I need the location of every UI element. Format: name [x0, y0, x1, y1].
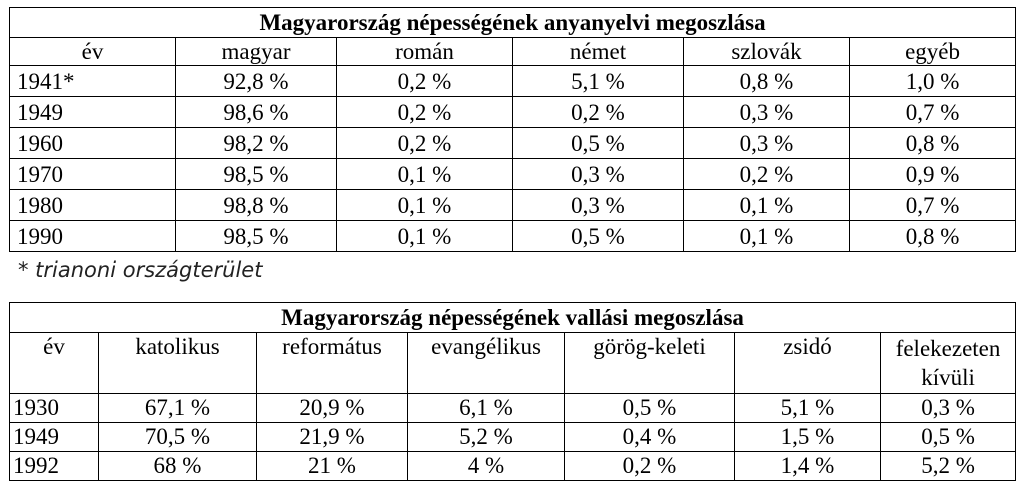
table-row [10, 190, 1016, 221]
table-cell: 0,1 % [337, 190, 513, 221]
table-cell: 0,5 % [513, 128, 684, 159]
table-cell: 0,3 % [684, 97, 850, 128]
table-cell: 0,1 % [337, 159, 513, 190]
table-cell: 0,8 % [850, 221, 1016, 252]
religion-table [9, 302, 1016, 481]
column-header: felekezeten kívüli [881, 333, 1016, 394]
column-header: román [337, 38, 513, 66]
year-cell: 1980 [10, 190, 176, 221]
column-header: görög-keleti [565, 333, 735, 394]
year-cell: 1992 [10, 451, 99, 480]
table-cell: 5,2 % [881, 451, 1016, 480]
table-cell: 20,9 % [257, 393, 408, 422]
table-cell: 0,9 % [850, 159, 1016, 190]
table-cell: 0,5 % [565, 393, 735, 422]
year-cell: 1970 [10, 159, 176, 190]
language-table [9, 7, 1016, 252]
table-cell: 0,3 % [513, 159, 684, 190]
table-cell: 0,3 % [881, 393, 1016, 422]
religion-table-header-row [10, 333, 1016, 394]
table-cell: 0,4 % [565, 422, 735, 451]
table-cell: 1,5 % [735, 422, 881, 451]
table-cell: 0,2 % [565, 451, 735, 480]
table-cell: 5,1 % [513, 66, 684, 97]
table-cell: 0,2 % [337, 66, 513, 97]
table-cell: 0,5 % [881, 422, 1016, 451]
table-cell: 6,1 % [408, 393, 565, 422]
table-cell: 92,8 % [176, 66, 337, 97]
table-cell: 98,5 % [176, 221, 337, 252]
table-row [10, 66, 1016, 97]
column-header: katolikus [99, 333, 257, 394]
column-header: magyar [176, 38, 337, 66]
table-cell: 21 % [257, 451, 408, 480]
table-cell: 0,2 % [684, 159, 850, 190]
table-row [10, 451, 1016, 480]
column-header: év [10, 333, 99, 394]
table-row [10, 128, 1016, 159]
table-cell: 98,6 % [176, 97, 337, 128]
year-cell: 1949 [10, 422, 99, 451]
table-cell: 0,8 % [850, 128, 1016, 159]
table-cell: 0,2 % [337, 128, 513, 159]
language-table-header-row [10, 38, 1016, 66]
table-cell: 0,2 % [513, 97, 684, 128]
table-cell: 0,1 % [684, 190, 850, 221]
table-cell: 5,1 % [735, 393, 881, 422]
table-cell: 1,4 % [735, 451, 881, 480]
table-cell: 67,1 % [99, 393, 257, 422]
table-cell: 98,5 % [176, 159, 337, 190]
table-cell: 0,2 % [337, 97, 513, 128]
table-cell: 0,1 % [684, 221, 850, 252]
table-cell: 70,5 % [99, 422, 257, 451]
religion-table-title: Magyarország népességének vallási megoszlása [10, 303, 1016, 333]
table-cell: 5,2 % [408, 422, 565, 451]
table-cell: 0,5 % [513, 221, 684, 252]
column-header: év [10, 38, 176, 66]
table-row [10, 97, 1016, 128]
footnote: * trianoni országterület [18, 258, 263, 282]
year-cell: 1990 [10, 221, 176, 252]
year-cell: 1941* [10, 66, 176, 97]
column-header: zsidó [735, 333, 881, 394]
column-header: szlovák [684, 38, 850, 66]
year-cell: 1930 [10, 393, 99, 422]
column-header: református [257, 333, 408, 394]
table-cell: 0,7 % [850, 97, 1016, 128]
table-cell: 68 % [99, 451, 257, 480]
table-cell: 1,0 % [850, 66, 1016, 97]
year-cell: 1949 [10, 97, 176, 128]
table-row [10, 393, 1016, 422]
table-cell: 98,2 % [176, 128, 337, 159]
column-header: evangélikus [408, 333, 565, 394]
table-row [10, 221, 1016, 252]
column-header: német [513, 38, 684, 66]
table-row [10, 422, 1016, 451]
column-header: egyéb [850, 38, 1016, 66]
table-cell: 4 % [408, 451, 565, 480]
table-cell: 0,3 % [513, 190, 684, 221]
table-row [10, 159, 1016, 190]
year-cell: 1960 [10, 128, 176, 159]
table-cell: 21,9 % [257, 422, 408, 451]
table-cell: 98,8 % [176, 190, 337, 221]
table-cell: 0,3 % [684, 128, 850, 159]
table-cell: 0,1 % [337, 221, 513, 252]
language-table-title: Magyarország népességének anyanyelvi megoszlása [10, 8, 1016, 38]
table-cell: 0,8 % [684, 66, 850, 97]
table-cell: 0,7 % [850, 190, 1016, 221]
